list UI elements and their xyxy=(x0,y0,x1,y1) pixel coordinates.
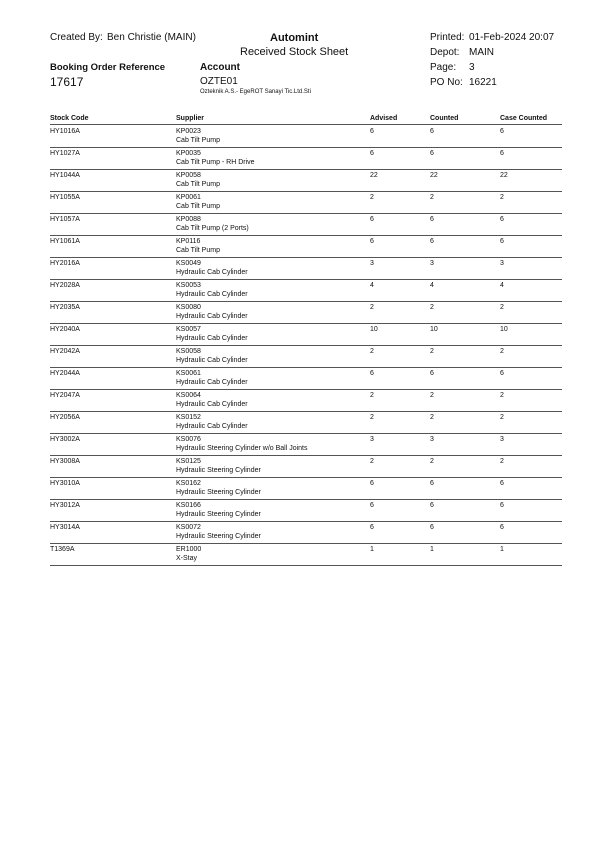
stock-code-cell: T1369A xyxy=(50,546,75,553)
supplier-cell: KS0080 xyxy=(176,304,201,311)
case-counted-cell: 6 xyxy=(500,128,504,135)
supplier-cell: KS0058 xyxy=(176,348,201,355)
account-name: Ozteknik A.S.- EgeROT Sanayi Tic.Ltd.Sti xyxy=(200,89,311,95)
printed-value: 01-Feb-2024 20:07 xyxy=(469,32,555,43)
stock-code-cell: HY3014A xyxy=(50,524,80,531)
description-cell: Hydraulic Cab Cylinder xyxy=(176,379,248,386)
advised-cell: 2 xyxy=(370,194,374,201)
stock-code-cell: HY3010A xyxy=(50,480,80,487)
case-counted-cell: 4 xyxy=(500,282,504,289)
description-cell: Cab Tilt Pump xyxy=(176,137,220,144)
column-header-stock-code: Stock Code xyxy=(50,115,89,122)
counted-cell: 2 xyxy=(430,414,434,421)
description-cell: Hydraulic Steering Cylinder xyxy=(176,489,261,496)
counted-cell: 6 xyxy=(430,150,434,157)
supplier-cell: KS0061 xyxy=(176,370,201,377)
advised-cell: 22 xyxy=(370,172,378,179)
row-divider xyxy=(50,147,562,148)
case-counted-cell: 3 xyxy=(500,436,504,443)
page-label: Page: xyxy=(430,62,457,73)
advised-cell: 4 xyxy=(370,282,374,289)
row-divider xyxy=(50,477,562,478)
counted-cell: 6 xyxy=(430,128,434,135)
description-cell: Cab Tilt Pump xyxy=(176,203,220,210)
supplier-cell: KP0116 xyxy=(176,238,201,245)
case-counted-cell: 10 xyxy=(500,326,508,333)
description-cell: Hydraulic Cab Cylinder xyxy=(176,291,248,298)
counted-cell: 4 xyxy=(430,282,434,289)
supplier-cell: KS0125 xyxy=(176,458,201,465)
advised-cell: 6 xyxy=(370,238,374,245)
description-cell: Cab Tilt Pump (2 Ports) xyxy=(176,225,249,232)
supplier-cell: KS0072 xyxy=(176,524,201,531)
row-divider xyxy=(50,433,562,434)
stock-code-cell: HY3002A xyxy=(50,436,80,443)
supplier-cell: KP0035 xyxy=(176,150,201,157)
counted-cell: 2 xyxy=(430,194,434,201)
booking-ref-value: 17617 xyxy=(50,75,84,89)
supplier-cell: KS0166 xyxy=(176,502,201,509)
counted-cell: 6 xyxy=(430,370,434,377)
header-divider xyxy=(50,124,562,125)
description-cell: Hydraulic Cab Cylinder xyxy=(176,335,248,342)
stock-code-cell: HY1057A xyxy=(50,216,80,223)
row-divider xyxy=(50,323,562,324)
stock-code-cell: HY1061A xyxy=(50,238,80,245)
row-divider xyxy=(50,169,562,170)
advised-cell: 6 xyxy=(370,128,374,135)
document-subtitle: Received Stock Sheet xyxy=(240,46,349,58)
stock-code-cell: HY1044A xyxy=(50,172,80,179)
stock-code-cell: HY2056A xyxy=(50,414,80,421)
stock-code-cell: HY2016A xyxy=(50,260,80,267)
supplier-cell: KS0053 xyxy=(176,282,201,289)
supplier-cell: KS0162 xyxy=(176,480,201,487)
case-counted-cell: 22 xyxy=(500,172,508,179)
advised-cell: 2 xyxy=(370,348,374,355)
counted-cell: 10 xyxy=(430,326,438,333)
advised-cell: 6 xyxy=(370,502,374,509)
row-divider xyxy=(50,543,562,544)
stock-code-cell: HY1027A xyxy=(50,150,80,157)
counted-cell: 2 xyxy=(430,304,434,311)
description-cell: Cab Tilt Pump - RH Drive xyxy=(176,159,255,166)
description-cell: Cab Tilt Pump xyxy=(176,181,220,188)
advised-cell: 6 xyxy=(370,370,374,377)
description-cell: Hydraulic Cab Cylinder xyxy=(176,423,248,430)
advised-cell: 6 xyxy=(370,216,374,223)
column-header-case-counted: Case Counted xyxy=(500,115,548,122)
description-cell: X-Stay xyxy=(176,555,198,562)
supplier-cell: KS0064 xyxy=(176,392,201,399)
stock-code-cell: HY2042A xyxy=(50,348,80,355)
supplier-cell: KP0088 xyxy=(176,216,201,223)
counted-cell: 6 xyxy=(430,238,434,245)
supplier-cell: ER1000 xyxy=(176,546,202,553)
supplier-cell: KP0061 xyxy=(176,194,201,201)
row-divider xyxy=(50,257,562,258)
supplier-cell: KP0023 xyxy=(176,128,201,135)
counted-cell: 2 xyxy=(430,458,434,465)
case-counted-cell: 2 xyxy=(500,304,504,311)
column-header-advised: Advised xyxy=(370,115,398,122)
case-counted-cell: 6 xyxy=(500,480,504,487)
description-cell: Hydraulic Steering Cylinder xyxy=(176,533,261,540)
advised-cell: 2 xyxy=(370,414,374,421)
counted-cell: 22 xyxy=(430,172,438,179)
row-divider xyxy=(50,279,562,280)
description-cell: Hydraulic Steering Cylinder xyxy=(176,467,261,474)
advised-cell: 2 xyxy=(370,458,374,465)
counted-cell: 2 xyxy=(430,348,434,355)
column-header-supplier: Supplier xyxy=(176,115,205,122)
row-divider xyxy=(50,367,562,368)
case-counted-cell: 6 xyxy=(500,238,504,245)
depot-value: MAIN xyxy=(469,47,494,58)
description-cell: Hydraulic Cab Cylinder xyxy=(176,401,248,408)
po-value: 16221 xyxy=(469,77,497,88)
supplier-cell: KS0049 xyxy=(176,260,201,267)
created-by-label: Created By: xyxy=(50,32,103,43)
advised-cell: 2 xyxy=(370,392,374,399)
row-divider xyxy=(50,411,562,412)
advised-cell: 1 xyxy=(370,546,374,553)
row-divider xyxy=(50,191,562,192)
description-cell: Cab Tilt Pump xyxy=(176,247,220,254)
case-counted-cell: 3 xyxy=(500,260,504,267)
description-cell: Hydraulic Cab Cylinder xyxy=(176,269,248,276)
row-divider xyxy=(50,389,562,390)
case-counted-cell: 2 xyxy=(500,194,504,201)
supplier-cell: KS0152 xyxy=(176,414,201,421)
account-label: Account xyxy=(200,62,240,73)
po-label: PO No: xyxy=(430,77,463,88)
stock-code-cell: HY2035A xyxy=(50,304,80,311)
counted-cell: 6 xyxy=(430,480,434,487)
case-counted-cell: 6 xyxy=(500,370,504,377)
stock-code-cell: HY2047A xyxy=(50,392,80,399)
stock-code-cell: HY3008A xyxy=(50,458,80,465)
page-value: 3 xyxy=(469,62,475,73)
counted-cell: 1 xyxy=(430,546,434,553)
row-divider xyxy=(50,521,562,522)
row-divider xyxy=(50,213,562,214)
advised-cell: 6 xyxy=(370,150,374,157)
counted-cell: 6 xyxy=(430,524,434,531)
description-cell: Hydraulic Steering Cylinder xyxy=(176,511,261,518)
case-counted-cell: 2 xyxy=(500,458,504,465)
supplier-cell: KS0057 xyxy=(176,326,201,333)
row-divider xyxy=(50,345,562,346)
column-header-counted: Counted xyxy=(430,115,459,122)
advised-cell: 6 xyxy=(370,480,374,487)
supplier-cell: KP0058 xyxy=(176,172,201,179)
stock-code-cell: HY2044A xyxy=(50,370,80,377)
created-by-value: Ben Christie (MAIN) xyxy=(107,32,196,43)
case-counted-cell: 6 xyxy=(500,150,504,157)
supplier-cell: KS0076 xyxy=(176,436,201,443)
row-divider xyxy=(50,499,562,500)
advised-cell: 2 xyxy=(370,304,374,311)
case-counted-cell: 2 xyxy=(500,348,504,355)
account-code: OZTE01 xyxy=(200,76,238,87)
booking-ref-label: Booking Order Reference xyxy=(50,62,166,73)
case-counted-cell: 6 xyxy=(500,502,504,509)
advised-cell: 6 xyxy=(370,524,374,531)
row-divider xyxy=(50,565,562,566)
counted-cell: 6 xyxy=(430,216,434,223)
advised-cell: 3 xyxy=(370,436,374,443)
case-counted-cell: 1 xyxy=(500,546,504,553)
counted-cell: 3 xyxy=(430,436,434,443)
counted-cell: 3 xyxy=(430,260,434,267)
description-cell: Hydraulic Cab Cylinder xyxy=(176,357,248,364)
row-divider xyxy=(50,301,562,302)
case-counted-cell: 2 xyxy=(500,392,504,399)
advised-cell: 3 xyxy=(370,260,374,267)
counted-cell: 2 xyxy=(430,392,434,399)
stock-code-cell: HY3012A xyxy=(50,502,80,509)
case-counted-cell: 6 xyxy=(500,216,504,223)
stock-code-cell: HY1055A xyxy=(50,194,80,201)
counted-cell: 6 xyxy=(430,502,434,509)
depot-label: Depot: xyxy=(430,47,460,58)
stock-code-cell: HY1016A xyxy=(50,128,80,135)
row-divider xyxy=(50,455,562,456)
case-counted-cell: 2 xyxy=(500,414,504,421)
description-cell: Hydraulic Steering Cylinder w/o Ball Joints xyxy=(176,445,308,452)
document-title: Automint xyxy=(270,32,319,44)
printed-label: Printed: xyxy=(430,32,465,43)
description-cell: Hydraulic Cab Cylinder xyxy=(176,313,248,320)
stock-code-cell: HY2028A xyxy=(50,282,80,289)
advised-cell: 10 xyxy=(370,326,378,333)
stock-code-cell: HY2040A xyxy=(50,326,80,333)
row-divider xyxy=(50,235,562,236)
case-counted-cell: 6 xyxy=(500,524,504,531)
